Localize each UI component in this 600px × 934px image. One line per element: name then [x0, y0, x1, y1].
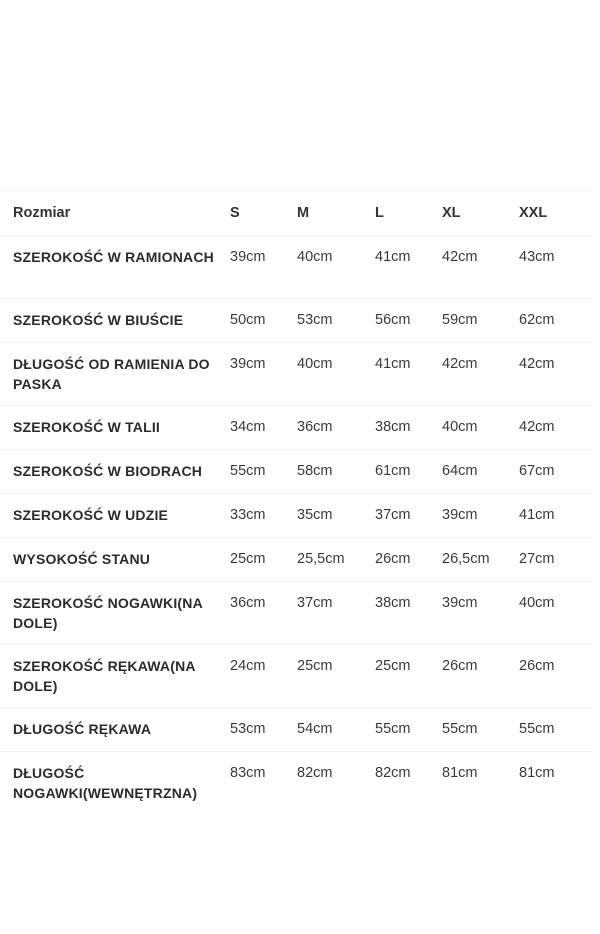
- cell-value: 36cm: [230, 595, 266, 611]
- cell-value: 38cm: [375, 419, 411, 435]
- cell-value: 58cm: [297, 463, 333, 479]
- cell-value: 38cm: [375, 595, 411, 611]
- cell-value: 41cm: [375, 249, 411, 265]
- cell-value: 43cm: [519, 249, 555, 265]
- cell-value: 39cm: [230, 249, 266, 265]
- cell-value: 81cm: [519, 765, 555, 781]
- cell-value: 25,5cm: [297, 551, 345, 567]
- cell-value: 34cm: [230, 419, 266, 435]
- cell-value: 42cm: [519, 419, 555, 435]
- cell-value: 25cm: [375, 658, 411, 674]
- row-label: DŁUGOŚĆ OD RAMIENIA DO PASKA: [13, 356, 210, 392]
- row-label: SZEROKOŚĆ NOGAWKI(NA DOLE): [13, 595, 203, 631]
- cell-value: 35cm: [297, 507, 333, 523]
- cell-value: 53cm: [297, 312, 333, 328]
- cell-value: 39cm: [442, 595, 478, 611]
- cell-value: 40cm: [519, 595, 555, 611]
- cell-value: 24cm: [230, 658, 266, 674]
- row-label: WYSOKOŚĆ STANU: [13, 551, 151, 567]
- table-row: [0, 708, 592, 752]
- cell-value: 42cm: [442, 356, 478, 372]
- cell-value: 62cm: [519, 312, 555, 328]
- table-row: [0, 343, 592, 406]
- table-row: [0, 645, 592, 708]
- cell-value: 82cm: [375, 765, 411, 781]
- row-label: SZEROKOŚĆ W UDZIE: [13, 507, 169, 523]
- size-chart-table: [0, 190, 592, 814]
- cell-value: 33cm: [230, 507, 266, 523]
- cell-value: 26cm: [442, 658, 478, 674]
- cell-value: 42cm: [519, 356, 555, 372]
- cell-value: 55cm: [230, 463, 266, 479]
- row-label: SZEROKOŚĆ W RAMIONACH: [13, 249, 214, 265]
- cell-value: 54cm: [297, 721, 333, 737]
- cell-value: 53cm: [230, 721, 266, 737]
- row-label: DŁUGOŚĆ NOGAWKI(WEWNĘTRZNA): [13, 765, 198, 801]
- cell-value: 50cm: [230, 312, 266, 328]
- cell-value: 67cm: [519, 463, 555, 479]
- header-size-xl: XL: [442, 205, 461, 221]
- header-size-m: M: [297, 205, 310, 221]
- cell-value: 64cm: [442, 463, 478, 479]
- cell-value: 36cm: [297, 419, 333, 435]
- cell-value: 27cm: [519, 551, 555, 567]
- header-size-label: Rozmiar: [13, 205, 71, 221]
- cell-value: 83cm: [230, 765, 266, 781]
- cell-value: 37cm: [297, 595, 333, 611]
- cell-value: 40cm: [297, 249, 333, 265]
- cell-value: 81cm: [442, 765, 478, 781]
- cell-value: 37cm: [375, 507, 411, 523]
- cell-value: 39cm: [442, 507, 478, 523]
- cell-value: 56cm: [375, 312, 411, 328]
- table-row: [0, 494, 592, 538]
- cell-value: 26,5cm: [442, 551, 490, 567]
- row-label: SZEROKOŚĆ W BIUŚCIE: [13, 312, 184, 328]
- table-header-row: [0, 191, 592, 236]
- table-row: [0, 752, 592, 815]
- header-size-s: S: [230, 205, 240, 221]
- cell-value: 39cm: [230, 356, 266, 372]
- cell-value: 40cm: [297, 356, 333, 372]
- cell-value: 42cm: [442, 249, 478, 265]
- cell-value: 26cm: [375, 551, 411, 567]
- cell-value: 55cm: [375, 721, 411, 737]
- cell-value: 55cm: [442, 721, 478, 737]
- cell-value: 25cm: [230, 551, 266, 567]
- cell-value: 41cm: [375, 356, 411, 372]
- table-row: [0, 582, 592, 645]
- table-row: [0, 299, 592, 343]
- header-size-l: L: [375, 205, 384, 221]
- cell-value: 55cm: [519, 721, 555, 737]
- cell-value: 26cm: [519, 658, 555, 674]
- row-label: SZEROKOŚĆ RĘKAWA(NA DOLE): [13, 658, 196, 694]
- table-row: [0, 538, 592, 582]
- row-label: SZEROKOŚĆ W BIODRACH: [13, 463, 203, 479]
- table-row: [0, 406, 592, 450]
- cell-value: 25cm: [297, 658, 333, 674]
- cell-value: 41cm: [519, 507, 555, 523]
- row-label: SZEROKOŚĆ W TALII: [13, 419, 161, 435]
- cell-value: 61cm: [375, 463, 411, 479]
- table-row: [0, 450, 592, 494]
- cell-value: 59cm: [442, 312, 478, 328]
- table-row: [0, 236, 592, 299]
- row-label: DŁUGOŚĆ RĘKAWA: [13, 721, 152, 737]
- header-size-xxl: XXL: [519, 205, 548, 221]
- cell-value: 82cm: [297, 765, 333, 781]
- cell-value: 40cm: [442, 419, 478, 435]
